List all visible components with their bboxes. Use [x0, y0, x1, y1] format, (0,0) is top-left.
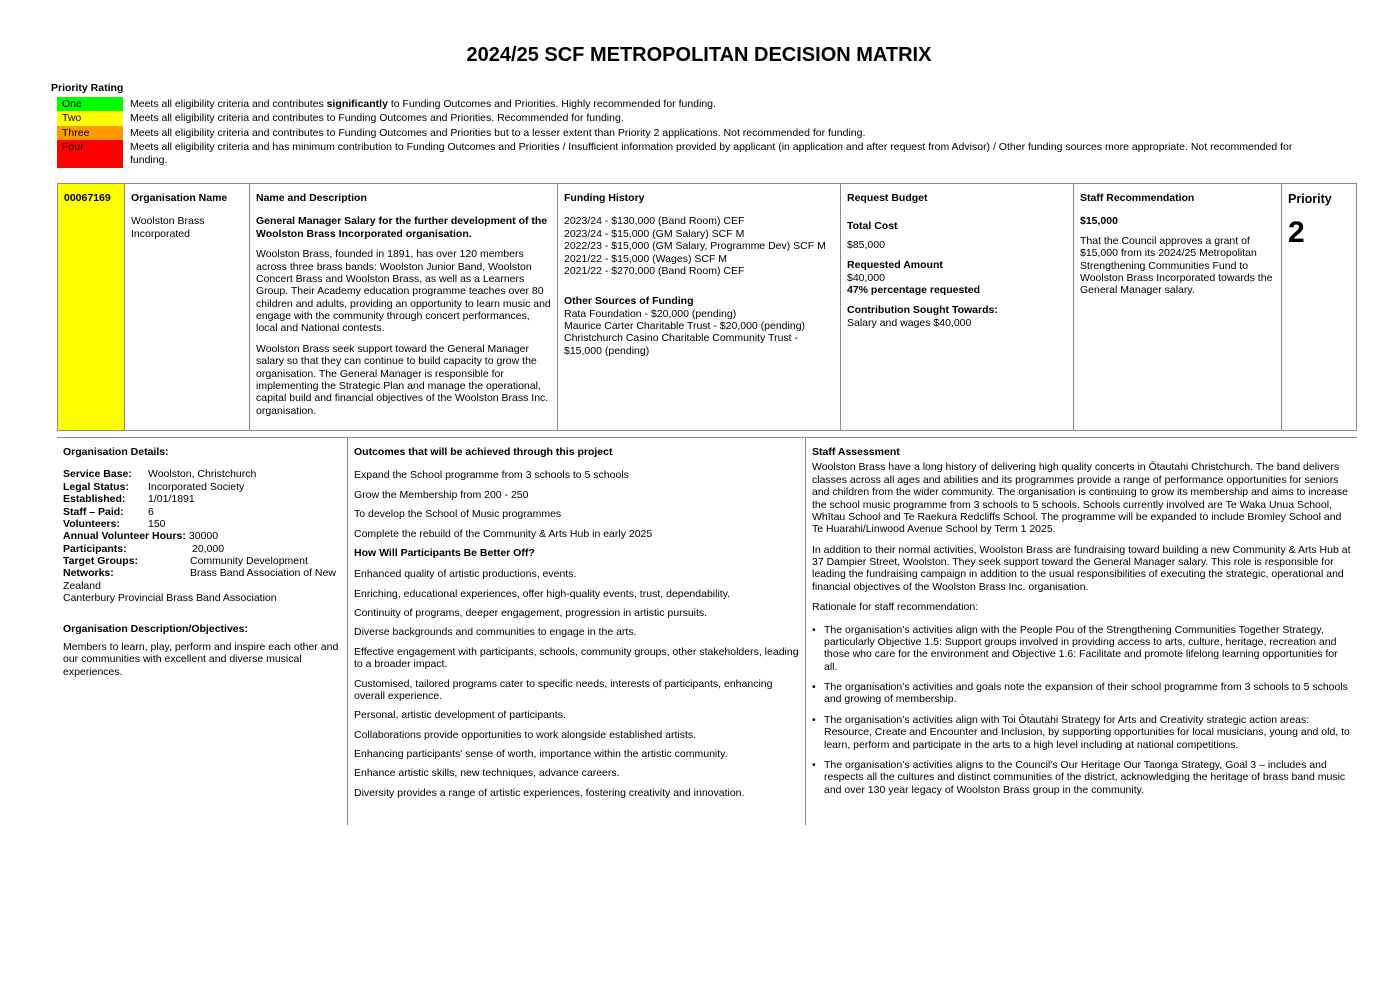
outcome-item: Complete the rebuild of the Community & Arts Hub in early 2025 — [354, 527, 653, 540]
priority-desc-one: Meets all eligibility criteria and contributes significantly to Funding Outcomes and Priorities. Highly recommended for funding. — [130, 98, 716, 110]
staff-recommendation-cell — [1074, 184, 1282, 430]
better-off-item: Enhancing participants' sense of worth, importance within the artistic community. — [354, 748, 728, 760]
better-off-item: Personal, artistic development of participants. — [354, 709, 566, 722]
contribution-label: Contribution Sought Towards: — [847, 304, 998, 317]
detail-established: Established: 1/01/1891 — [63, 493, 195, 506]
other-source-item: Christchurch Casino Charitable Community Trust - $15,000 (pending) — [564, 332, 798, 357]
priority-row-three — [57, 126, 1317, 140]
request-budget-cell — [841, 184, 1074, 430]
staff-recommendation-header: Staff Recommendation — [1080, 192, 1195, 204]
organisation-name-cell — [125, 184, 250, 430]
organisation-details-column — [57, 438, 348, 825]
better-off-item: Continuity of programs, deeper engagement, progression in artistic pursuits. — [354, 607, 708, 619]
priority-swatch-two: Two — [57, 111, 123, 125]
funding-history-item: 2021/22 - $270,000 (Band Room) CEF — [564, 264, 745, 277]
application-id: 00067169 — [64, 192, 111, 204]
priority-desc-four: Meets all eligibility criteria and has minimum contribution to Funding Outcomes and Priorities / Insufficient information provided by applicant (in application and after request from Advisor) / Other funding sources more appropriate. Not recommended for funding. — [130, 141, 1293, 166]
priority-row-four — [57, 140, 1317, 168]
better-off-item: Enhance artistic skills, new techniques, advance careers. — [354, 767, 620, 780]
detail-legal-status: Legal Status: Incorporated Society — [63, 480, 245, 493]
funding-history-item: 2021/22 - $15,000 (Wages) SCF M — [564, 252, 728, 265]
application-id-cell — [58, 184, 125, 430]
rationale-list — [812, 624, 1351, 797]
staff-assessment-para-2: In addition to their normal activities, Woolston Brass are fundraising toward building a new Community & Arts Hub at 37 Dampier Street, Woolston. They seek support toward the General Manager salary. This role is responsible for leading the fundraising campaign in addition to the usual responsibilities of executing the strategic, operational and financial objectives of the Woolston Brass Inc. organisation. — [812, 543, 1351, 593]
better-off-item: Enhanced quality of artistic productions, events. — [354, 568, 577, 581]
detail-networks-cont: Zealand — [63, 579, 101, 592]
detail-service-base: Service Base: Woolston, Christchurch — [63, 468, 257, 481]
organisation-name: Woolston Brass Incorporated — [131, 215, 205, 240]
better-off-item: Collaborations provide opportunities to work alongside established artists. — [354, 728, 697, 741]
rationale-item: • The organisation’s activities align with the People Pou of the Strengthening Communities Together Strategy, particularly Objective 1.5: Support groups involved in providing access to arts, culture, heritage, recreation and those who care for the environment and Objective 1.6: Facilitate and promote lifelong learning opportunities for all. — [824, 624, 1351, 674]
outcome-item: Expand the School programme from 3 schools to 5 schools — [354, 469, 629, 482]
priority-header: Priority — [1288, 192, 1332, 206]
page-title: 2024/25 SCF METROPOLITAN DECISION MATRIX — [466, 44, 932, 66]
funding-history-item: 2022/23 - $15,000 (GM Salary, Programme Dev) SCF M — [564, 240, 826, 253]
organisation-description-header: Organisation Description/Objectives: — [63, 622, 248, 635]
rationale-item: • The organisation’s activities and goals note the expansion of their school programme from 3 schools to 5 schools and growing of membership. — [824, 681, 1351, 706]
rationale-item: • The organisation’s activities aligns to the Council's Our Heritage Our Taonga Strategy, Goal 3 – includes and respects all the cultures and distinct communities of the district, acknowledging the heritage of brass band music and over 130 year legacy of Woolston Brass group in the community. — [824, 759, 1351, 796]
staff-assessment-header: Staff Assessment — [812, 446, 900, 458]
priority-desc-three: Meets all eligibility criteria and contributes to Funding Outcomes and Priorities but to a lesser extent than Priority 2 applications. Not recommended for funding. — [130, 126, 866, 139]
priority-rating-heading: Priority Rating — [51, 82, 124, 94]
priority-row-one — [57, 97, 1317, 111]
requested-amount-value: $40,000 — [847, 271, 885, 284]
funding-history-cell — [558, 184, 841, 430]
staff-assessment-column — [806, 438, 1357, 825]
priority-swatch-four: Four — [57, 140, 123, 168]
rationale-item: • The organisation’s activities align with Toi Ōtautahi Strategy for Arts and Creativity strategic action areas: Resource, Create and Encounter and Inclusion, by supporting opportunities for local musicians, young and old, to learn, perform and participate in the arts to a high level including at national competitions. — [824, 714, 1351, 751]
staff-recommendation-text: That the Council approves a grant of $15,000 from its 2024/25 Metropolitan Strengthening Communities Fund to Woolston Brass Incorporated towards the General Manager salary. — [1080, 234, 1273, 297]
funding-history-item: 2023/24 - $15,000 (GM Salary) SCF M — [564, 227, 745, 240]
organisation-details-header: Organisation Details: — [63, 446, 169, 458]
outcomes-header: Outcomes that will be achieved through this project — [354, 446, 613, 458]
total-cost-value: $85,000 — [847, 238, 885, 251]
staff-recommendation-amount: $15,000 — [1080, 215, 1118, 228]
staff-assessment-para-1: Woolston Brass have a long history of delivering high quality concerts in Ōtautahi Christchurch. The band delivers classes across all ages and abilities and its programmes provide a range of performance opportunities for seniors and children from the wider community. The organisation is continuing to grow its membership and aims to increase the school music programme from 3 schools to 5 schools. Schools currently involved are Te Waka Unua School, Whītau School and Te Raekura Redcliffs School. The programme will be expanded to include Bromley School and Te Huarahi/Linwood Avenue School by Term 1 2025. — [812, 461, 1348, 536]
detail-networks-cont: Canterbury Provincial Brass Band Association — [63, 592, 277, 605]
priority-swatch-three: Three — [57, 126, 123, 140]
other-source-item: Rata Foundation - $20,000 (pending) — [564, 307, 737, 320]
contribution-value: Salary and wages $40,000 — [847, 316, 972, 329]
better-off-item: Customised, tailored programs cater to specific needs, interests of participants, enhancing overall experience. — [354, 677, 773, 702]
requested-amount-label: Requested Amount — [847, 259, 943, 272]
better-off-item: Diversity provides a range of artistic experiences, fostering creativity and innovation. — [354, 786, 745, 799]
priority-desc-two: Meets all eligibility criteria and contributes to Funding Outcomes and Priorities. Recommended for funding. — [130, 112, 624, 125]
outcomes-column — [348, 438, 806, 825]
priority-row-two — [57, 111, 1317, 125]
funding-history-item: 2023/24 - $130,000 (Band Room) CEF — [564, 215, 745, 228]
other-source-item: Maurice Carter Charitable Trust - $20,000 (pending) — [564, 320, 806, 332]
detail-participants: Participants: 20,000 — [63, 542, 225, 555]
detail-target-groups: Target Groups: Community Development — [63, 555, 308, 567]
percentage-requested: 47% percentage requested — [847, 283, 981, 296]
better-off-header: How Will Participants Be Better Off? — [354, 546, 535, 559]
detail-volunteers: Volunteers: 150 — [63, 517, 166, 530]
priority-rating-table — [57, 97, 1317, 168]
organisation-name-header: Organisation Name — [131, 192, 228, 204]
project-description-1: Woolston Brass, founded in 1891, has over 120 members across three brass bands: Woolston Junior Band, Woolston Concert Brass and Woolston Brass, as well as a Learners Group. Their Academy education programme teaches over 80 children and adults, providing an opportunity to learn music and engage with the community through concert performances, local and National contests. — [256, 248, 551, 335]
name-description-cell — [250, 184, 558, 430]
funding-history-header: Funding History — [564, 192, 645, 204]
rationale-heading: Rationale for staff recommendation: — [812, 601, 979, 614]
organisation-description: Members to learn, play, perform and inspire each other and our communities with excellent and diverse musical experiences. — [63, 640, 339, 678]
better-off-item: Enriching, educational experiences, offer high-quality events, trust, dependability. — [354, 587, 731, 600]
name-description-header: Name and Description — [256, 192, 367, 204]
better-off-item: Effective engagement with participants, schools, community groups, other stakeholders, leading to a broader impact. — [354, 645, 799, 671]
total-cost-label: Total Cost — [847, 220, 898, 233]
better-off-item: Diverse backgrounds and communities to engage in the arts. — [354, 626, 637, 639]
priority-swatch-one: One — [57, 97, 123, 111]
outcome-item: Grow the Membership from 200 - 250 — [354, 488, 529, 501]
priority-cell — [1282, 184, 1356, 430]
lower-section — [57, 437, 1357, 825]
priority-value: 2 — [1288, 215, 1305, 249]
request-budget-header: Request Budget — [847, 192, 928, 204]
application-table — [57, 183, 1357, 431]
project-title: General Manager Salary for the further development of the Woolston Brass Incorporated organisation. — [256, 215, 548, 240]
other-sources-header: Other Sources of Funding — [564, 295, 694, 308]
detail-staff-paid: Staff – Paid: 6 — [63, 505, 154, 518]
project-description-2: Woolston Brass seek support toward the General Manager salary so that they can continue to build capacity to grow the organisation. The General Manager is responsible for implementing the Strategic Plan and manage the operational, capital build and financial objectives of the Woolston Brass Inc. organisation. — [256, 342, 549, 417]
outcome-item: To develop the School of Music programmes — [354, 508, 562, 521]
detail-volunteer-hours: Annual Volunteer Hours: 30000 — [63, 530, 219, 543]
detail-networks: Networks: Brass Band Association of New — [63, 567, 336, 580]
